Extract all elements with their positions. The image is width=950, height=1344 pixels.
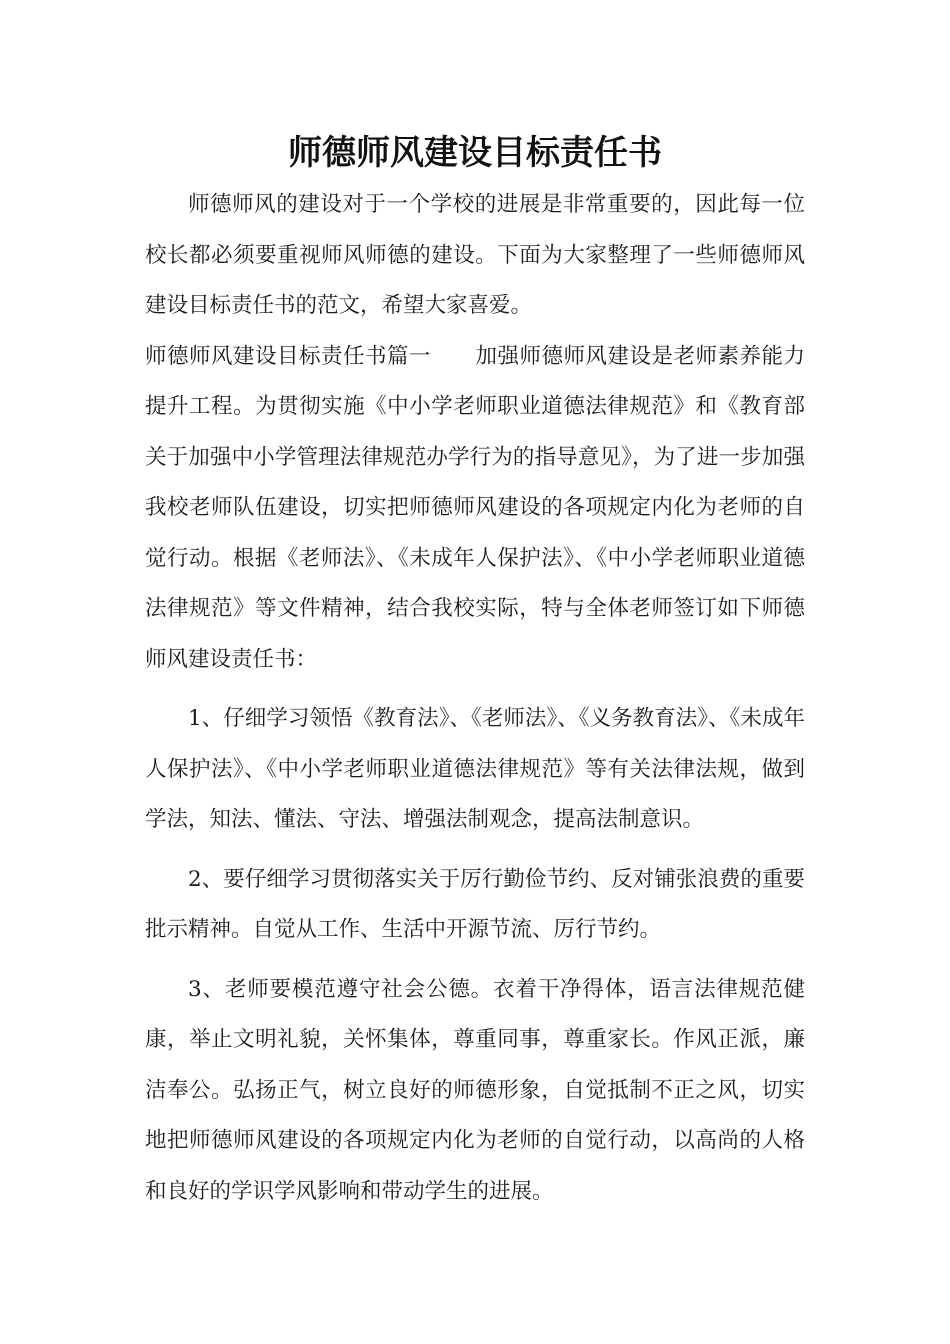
document-title: 师德师风建设目标责任书: [288, 133, 662, 173]
section-heading: 师德师风建设目标责任书篇一: [145, 343, 431, 369]
list-item-1: 1、仔细学习领悟《教育法》、《老师法》、《义务教育法》、《未成年人保护法》、《中小学老师职业道德法律规范》等有关法律法规，做到学法，知法、懂法、守法、增强法制观念，提高法制意识。: [145, 706, 805, 832]
list-item-2: 2、要仔细学习贯彻落实关于厉行勤俭节约、反对铺张浪费的重要批示精神。自觉从工作、生活中开源节流、厉行节约。: [145, 866, 805, 942]
intro-paragraph: 师德师风的建设对于一个学校的进展是非常重要的，因此每一位校长都必须要重视师风师德的建设。下面为大家整理了一些师德师风建设目标责任书的范文，希望大家喜爱。: [145, 192, 805, 318]
list-item-3: 3、老师要模范遵守社会公德。衣着干净得体，语言法律规范健康，举止文明礼貌，关怀集体，尊重同事，尊重家长。作风正派，廉洁奉公。弘扬正气，树立良好的师德形象，自觉抵制不正之风，切实地把师德师风建设的各项规定内化为老师的自觉行动，以高尚的人格和良好的学识学风影响和带动学生的进展。: [145, 976, 805, 1204]
section-lead-text: 加强师德师风建设是老师素养能力提升工程。为贯彻实施《中小学老师职业道德法律规范》和《教育部关于加强中小学管理法律规范办学行为的指导意见》，为了进一步加强我校老师队伍建设，切实把师德师风建设的各项规定内化为老师的自觉行动。根据《老师法》、《未成年人保护法》、《中小学老师职业道德法律规范》等文件精神，结合我校实际，特与全体老师签订如下师德师风建设责任书：: [145, 343, 805, 672]
section-paragraph: [145, 332, 805, 686]
document-body: [145, 180, 805, 1217]
